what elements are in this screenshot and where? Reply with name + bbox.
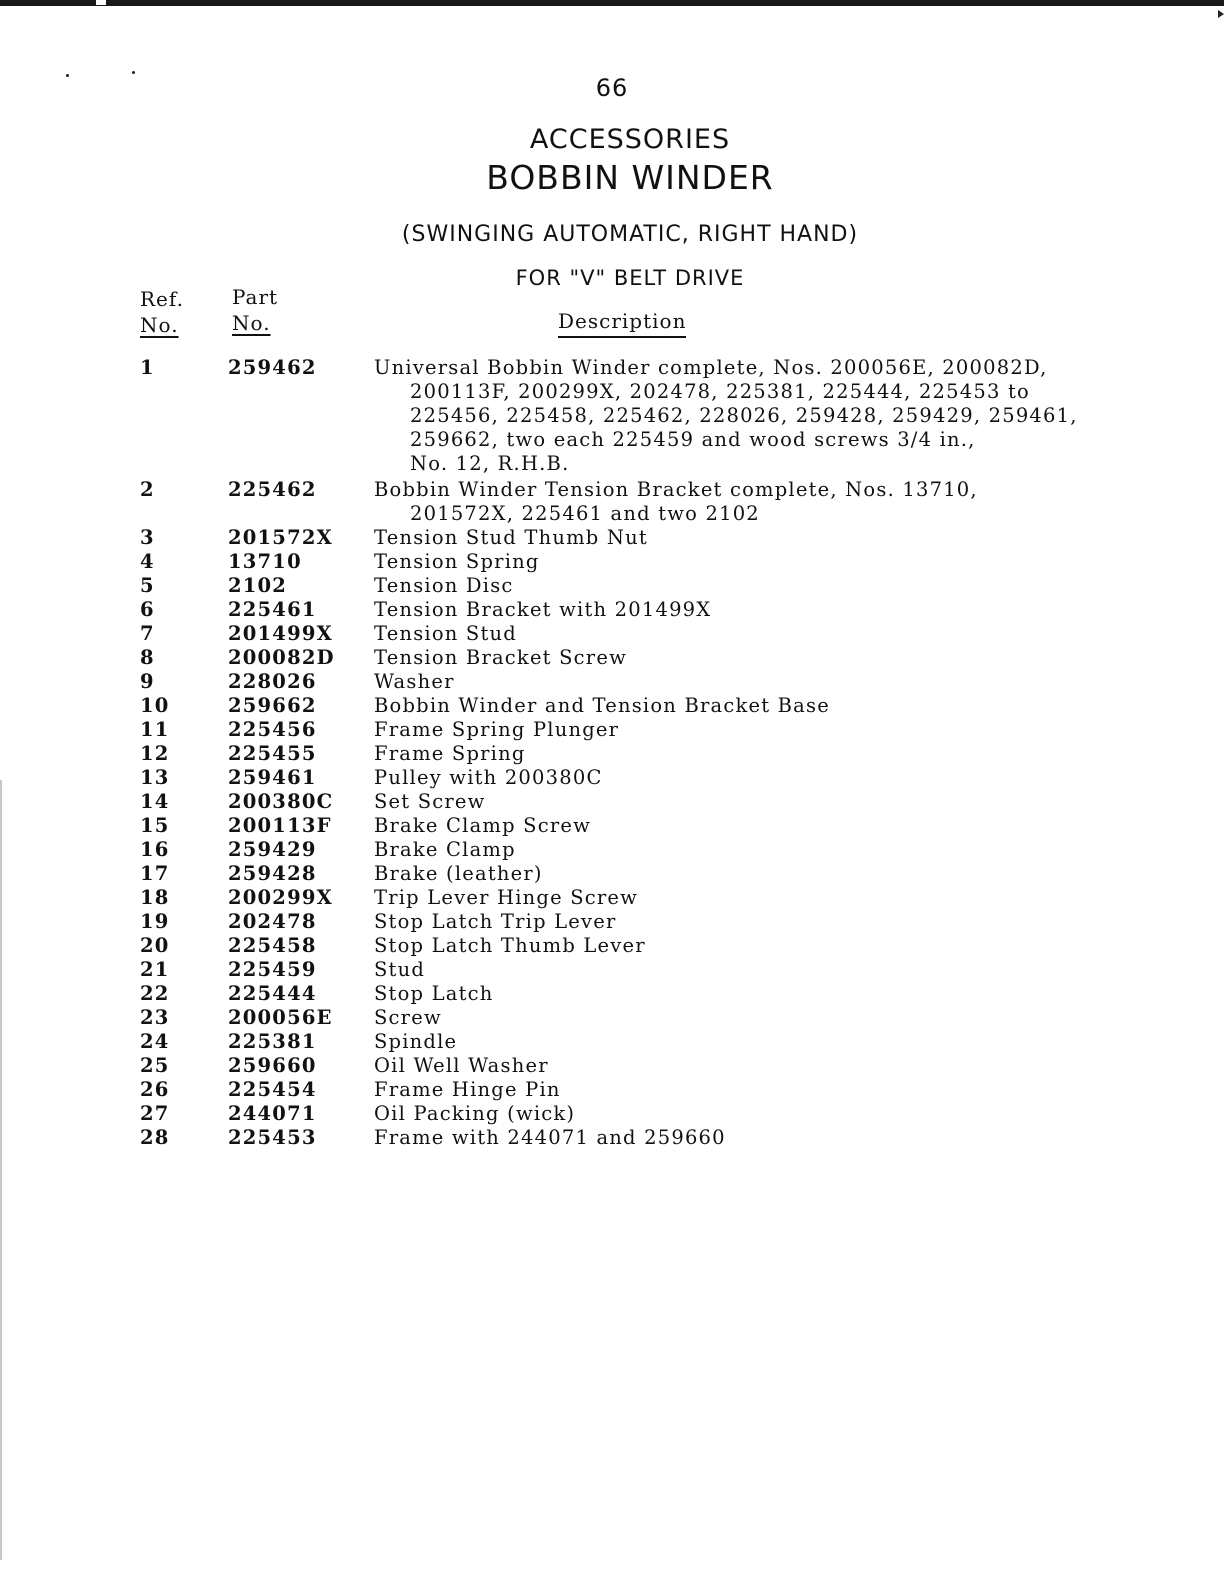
- description-line: 259662, two each 225459 and wood screws 3/4 in.,: [410, 428, 976, 451]
- page-number: 66: [595, 74, 629, 102]
- part-description: [374, 1006, 1224, 1030]
- parts-list-row: [0, 934, 1224, 958]
- part-description: [374, 862, 1224, 886]
- page-title: BOBBIN WINDER: [486, 158, 774, 197]
- part-description: [374, 478, 1224, 526]
- parts-list-row: [0, 598, 1224, 622]
- ref-no-column-header: [140, 286, 184, 338]
- ref-number: 10: [140, 694, 170, 717]
- parts-list-row: [0, 742, 1224, 766]
- part-number: 225454: [228, 1078, 317, 1101]
- ref-number: 2: [140, 478, 155, 501]
- part-number: 13710: [228, 550, 302, 573]
- parts-list-row: [0, 1006, 1224, 1030]
- description-line: Screw: [374, 1006, 442, 1029]
- ref-number: 27: [140, 1102, 170, 1125]
- description-line: Frame Spring Plunger: [374, 718, 620, 741]
- parts-list-row: [0, 886, 1224, 910]
- description-line: Tension Spring: [374, 550, 540, 573]
- part-number: 225444: [228, 982, 317, 1005]
- parts-list-row: [0, 1030, 1224, 1054]
- parts-list-row: [0, 1102, 1224, 1126]
- description-line: 201572X, 225461 and two 2102: [410, 502, 760, 525]
- part-number: 200299X: [228, 886, 333, 909]
- part-description: [374, 910, 1224, 934]
- part-number: 225381: [228, 1030, 317, 1053]
- part-description: [374, 814, 1224, 838]
- part-number: 225458: [228, 934, 317, 957]
- description-line: Tension Stud Thumb Nut: [374, 526, 648, 549]
- part-number: 244071: [228, 1102, 317, 1125]
- description-line: Stop Latch Thumb Lever: [374, 934, 646, 957]
- description-line: Trip Lever Hinge Screw: [374, 886, 639, 909]
- ref-number: 3: [140, 526, 155, 549]
- description-line: Tension Disc: [374, 574, 514, 597]
- part-description: [374, 694, 1224, 718]
- description-line: Bobbin Winder Tension Bracket complete, Nos. 13710,: [374, 478, 978, 501]
- description-line: Stop Latch Trip Lever: [374, 910, 617, 933]
- parts-list-row: [0, 814, 1224, 838]
- part-number: 225453: [228, 1126, 317, 1149]
- part-description: [374, 838, 1224, 862]
- part-number: 225461: [228, 598, 317, 621]
- ref-header-line1: Ref.: [140, 287, 184, 311]
- ref-number: 4: [140, 550, 155, 573]
- description-line: Brake Clamp: [374, 838, 516, 861]
- ref-number: 25: [140, 1054, 170, 1077]
- description-line: Tension Bracket Screw: [374, 646, 627, 669]
- ref-number: 13: [140, 766, 170, 789]
- description-line: Stud: [374, 958, 426, 981]
- description-line: Spindle: [374, 1030, 458, 1053]
- drive-type: FOR "V" BELT DRIVE: [515, 266, 745, 290]
- parts-list-row: [0, 1054, 1224, 1078]
- ref-number: 1: [140, 356, 155, 379]
- part-number: 225456: [228, 718, 317, 741]
- parts-list-row: [0, 862, 1224, 886]
- ref-number: 19: [140, 910, 170, 933]
- description-line: Oil Well Washer: [374, 1054, 549, 1077]
- description-line: Bobbin Winder and Tension Bracket Base: [374, 694, 830, 717]
- description-line: Oil Packing (wick): [374, 1102, 576, 1125]
- description-line: Pulley with 200380C: [374, 766, 603, 789]
- part-description: [374, 1030, 1224, 1054]
- description-line: Washer: [374, 670, 455, 693]
- parts-list-row: [0, 574, 1224, 598]
- ref-number: 5: [140, 574, 155, 597]
- parts-list-row: [0, 478, 1224, 526]
- part-description: [374, 934, 1224, 958]
- description-line: Tension Bracket with 201499X: [374, 598, 712, 621]
- ref-number: 7: [140, 622, 155, 645]
- part-description: [374, 1126, 1224, 1150]
- ref-number: 21: [140, 958, 170, 981]
- ref-number: 26: [140, 1078, 170, 1101]
- part-number: 259660: [228, 1054, 317, 1077]
- parts-list-row: [0, 1126, 1224, 1150]
- part-description: [374, 646, 1224, 670]
- part-description: [374, 574, 1224, 598]
- part-description: [374, 982, 1224, 1006]
- parts-list-row: [0, 622, 1224, 646]
- description-line: Brake (leather): [374, 862, 543, 885]
- part-description: [374, 766, 1224, 790]
- part-number: 259462: [228, 356, 317, 379]
- part-number: 201499X: [228, 622, 333, 645]
- part-header-line2: No.: [232, 311, 271, 335]
- part-description: [374, 742, 1224, 766]
- part-number: 259461: [228, 766, 317, 789]
- scan-border-notch: [96, 0, 106, 5]
- part-number: 202478: [228, 910, 317, 933]
- description-line: Frame with 244071 and 259660: [374, 1126, 726, 1149]
- parts-list-row: [0, 766, 1224, 790]
- part-description: [374, 670, 1224, 694]
- part-header-line1: Part: [232, 285, 279, 309]
- description-line: Frame Hinge Pin: [374, 1078, 561, 1101]
- part-number: 259429: [228, 838, 317, 861]
- description-line: Frame Spring: [374, 742, 526, 765]
- ref-number: 12: [140, 742, 170, 765]
- parts-list-row: [0, 694, 1224, 718]
- ref-number: 15: [140, 814, 170, 837]
- ref-number: 8: [140, 646, 155, 669]
- part-description: [374, 598, 1224, 622]
- ref-header-line2: No.: [140, 313, 179, 337]
- part-number: 200056E: [228, 1006, 333, 1029]
- part-number: 200113F: [228, 814, 332, 837]
- part-description: [374, 958, 1224, 982]
- part-description: [374, 790, 1224, 814]
- parts-list-row: [0, 958, 1224, 982]
- ref-number: 11: [140, 718, 170, 741]
- ref-number: 14: [140, 790, 170, 813]
- description-line: Universal Bobbin Winder complete, Nos. 200056E, 200082D,: [374, 356, 1048, 379]
- part-number: 200380C: [228, 790, 334, 813]
- part-number: 200082D: [228, 646, 335, 669]
- part-number: 259428: [228, 862, 317, 885]
- part-description: [374, 356, 1224, 476]
- parts-list-row: [0, 1078, 1224, 1102]
- parts-list-row: [0, 526, 1224, 550]
- part-number: 201572X: [228, 526, 333, 549]
- ref-number: 18: [140, 886, 170, 909]
- scan-edge-marker: [1218, 10, 1224, 18]
- parts-list-row: [0, 982, 1224, 1006]
- parts-list-row: [0, 718, 1224, 742]
- parts-list-row: [0, 356, 1224, 476]
- part-number: 2102: [228, 574, 288, 597]
- ref-number: 17: [140, 862, 170, 885]
- part-description: [374, 886, 1224, 910]
- description-line: Brake Clamp Screw: [374, 814, 592, 837]
- ref-number: 23: [140, 1006, 170, 1029]
- ref-number: 20: [140, 934, 170, 957]
- part-no-column-header: [232, 284, 278, 336]
- part-description: [374, 1102, 1224, 1126]
- description-line: Set Screw: [374, 790, 486, 813]
- section-heading: ACCESSORIES: [529, 124, 731, 155]
- part-number: 225455: [228, 742, 317, 765]
- description-line: No. 12, R.H.B.: [410, 452, 570, 475]
- part-description: [374, 550, 1224, 574]
- parts-list-row: [0, 670, 1224, 694]
- part-description: [374, 622, 1224, 646]
- part-description: [374, 526, 1224, 550]
- part-number: 228026: [228, 670, 317, 693]
- part-number: 225459: [228, 958, 317, 981]
- parts-list-row: [0, 790, 1224, 814]
- description-line: 225456, 225458, 225462, 228026, 259428, 259429, 259461,: [410, 404, 1078, 427]
- description-line: Stop Latch: [374, 982, 494, 1005]
- ref-number: 16: [140, 838, 170, 861]
- ref-number: 9: [140, 670, 155, 693]
- description-column-header: Description: [558, 308, 686, 338]
- ref-number: 22: [140, 982, 170, 1005]
- scan-top-border: [0, 0, 1224, 6]
- part-number: 225462: [228, 478, 317, 501]
- parts-list-row: [0, 838, 1224, 862]
- part-description: [374, 718, 1224, 742]
- parts-list: [0, 356, 1224, 1150]
- part-description: [374, 1078, 1224, 1102]
- parts-list-row: [0, 910, 1224, 934]
- ref-number: 24: [140, 1030, 170, 1053]
- parts-list-row: [0, 550, 1224, 574]
- description-line: Tension Stud: [374, 622, 517, 645]
- part-description: [374, 1054, 1224, 1078]
- ref-number: 6: [140, 598, 155, 621]
- page-subtitle: (SWINGING AUTOMATIC, RIGHT HAND): [401, 222, 859, 247]
- part-number: 259662: [228, 694, 317, 717]
- ref-number: 28: [140, 1126, 170, 1149]
- description-line: 200113F, 200299X, 202478, 225381, 225444, 225453 to: [410, 380, 1030, 403]
- parts-list-row: [0, 646, 1224, 670]
